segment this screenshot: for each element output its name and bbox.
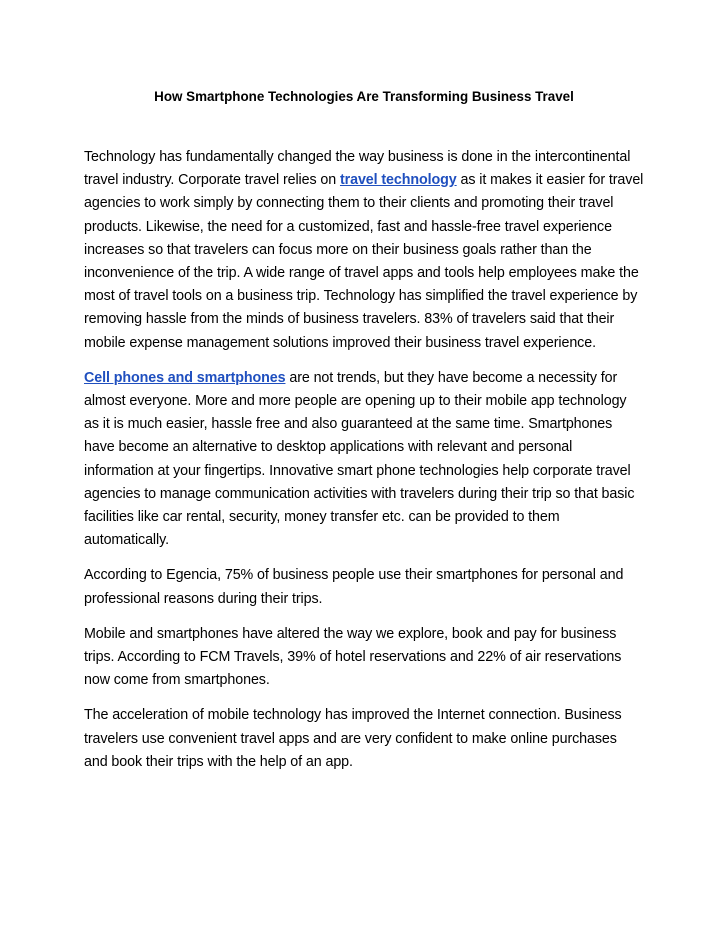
document-page: [84, 86, 644, 786]
cell-phones-link[interactable]: Cell phones and smartphones: [84, 369, 286, 386]
paragraph-2-text: are not trends, but they have become a necessity for almost everyone. More and more people are opening up to their mobile app technology as it is much easier, hassle free and also guaranteed at the same time. Smartphones have become an alternative to desktop applications with relevant and personal information at your fingertips. Innovative smart phone technologies help corporate travel agencies to manage communication activities with travelers during their trip so that basic facilities like car rental, security, money transfer etc. can be provided to them automatically.: [84, 369, 635, 549]
travel-technology-link[interactable]: travel technology: [339, 172, 457, 189]
paragraph-3: According to Egencia, 75% of business people use their smartphones for personal and professional reasons during their trips.: [84, 567, 624, 607]
paragraph-2: [84, 367, 644, 553]
paragraph-1-text-end: as it makes it easier for travel agencies to work simply by connecting them to their clients and promoting their travel products. Likewise, the need for a customized, fast and hassle-free travel experience increases so that travelers can focus more on their business goals rather than the inconvenience of the trip. A wide range of travel apps and tools help employees make the most of travel tools on a business trip. Technology has simplified the travel experience by removing hassle from the minds of business travelers. 83% of travelers said that their mobile expense management solutions improved their business travel experience.: [84, 172, 644, 351]
paragraph-1-text-start: Technology has fundamentally changed the way business is done in the intercontinental travel industry. Corporate travel relies on: [84, 149, 631, 189]
paragraph-4: Mobile and smartphones have altered the way we explore, book and pay for business trips. According to FCM Travels, 39% of hotel reservations and 22% of air reservations now come from smartphones.: [84, 625, 622, 689]
paragraph-1: [84, 146, 644, 355]
paragraph-5: The acceleration of mobile technology has improved the Internet connection. Business travelers use convenient travel apps and are very confident to make online purchases and book their trips with the help of an app.: [84, 707, 622, 770]
document-title: How Smartphone Technologies Are Transforming Business Travel: [154, 89, 574, 104]
